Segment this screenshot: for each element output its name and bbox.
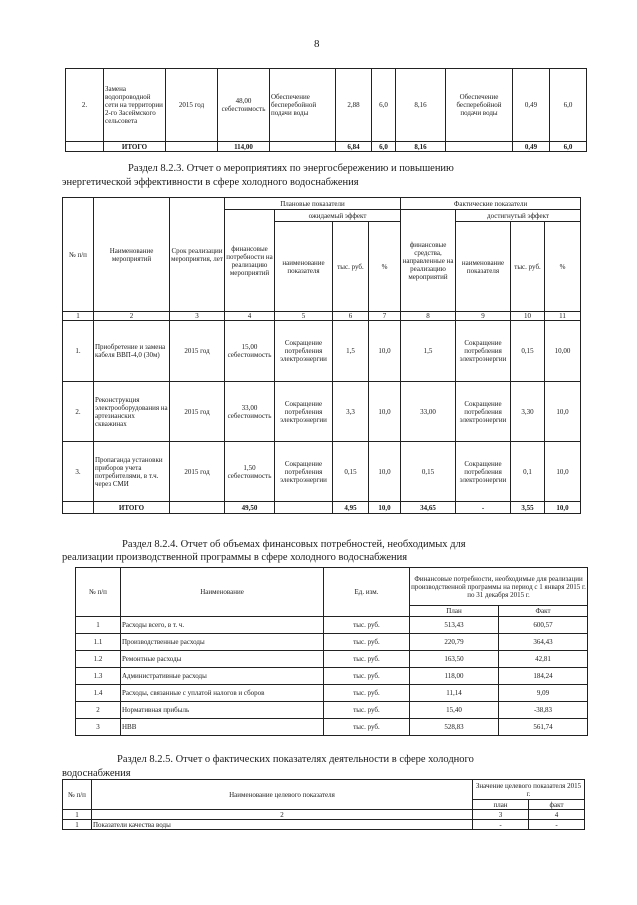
table-row: 2 Нормативная прибыль тыс. руб. 15,40 -38,83 [76,702,588,719]
financial-needs-table: № п/п Наименование Ед. изм. Финансовые потребности, необходимые для реализации производственной программы на период с 1 января 2015 г. по 31 декабря 2015 г. План Факт 1 Расходы всего, в т. ч. тыс. руб. 513,43 600,57 1.1 Производственные расходы тыс. руб. 220,79 364,43 1.2 Ремонтные расходы тыс. руб. 163,50 42,81 1.3 Административные расходы тыс. руб. 118,00 184,24 1.4 Расходы, связанные с уплатой налогов и сборов тыс. руб. 11,14 9,09 2 Нормативная прибыль тыс. руб. 15,40 -38,83 3 НВВ тыс. руб. 528,83 561,74 [75,567,588,736]
table-row: 1.4 Расходы, связанные с уплатой налогов и сборов тыс. руб. 11,14 9,09 [76,685,588,702]
total-row: ИТОГО 49,50 4,95 10,0 34,65 - 3,55 10,0 [63,502,581,514]
table-row: 3. Пропаганда установки приборов учета потребителями, в т.ч. через СМИ 2015 год 1,50 себестоимость Сокращение потребления электроэнергии 0,15 10,0 0,15 Сокращение потребления электроэнергии 0,1 10,0 [63,442,581,502]
section-8-2-4-title-line1: Раздел 8.2.4. Отчет об объемах финансовых потребностей, необходимых для [122,539,466,550]
page-number: 8 [314,38,320,50]
table-row: 1.2 Ремонтные расходы тыс. руб. 163,50 42,81 [76,651,588,668]
section-8-2-3-title-line1: Раздел 8.2.3. Отчет о мероприятиях по энергосбережению и повышению [128,163,454,174]
table-row: 2. Реконструкция электрооборудования на артезианских скважинах 2015 год 33,00 себестоимость Сокращение потребления электроэнергии 3,3 10,0 33,00 Сокращение потребления электроэнергии 3,30 10,0 [63,382,581,442]
section-8-2-5-title-line2: водоснабжения [62,768,131,779]
table-row: 1 Показатели качества воды - - [63,820,585,830]
table-row: 1.3 Административные расходы тыс. руб. 118,00 184,24 [76,668,588,685]
column-numbers-row: 1 2 3 4 [63,810,585,820]
section-8-2-5-title-line1: Раздел 8.2.5. Отчет о фактических показателях деятельности в сфере холодного [117,754,474,765]
column-numbers-row: 1 2 3 4 5 6 7 8 9 10 11 [63,312,581,321]
energy-saving-table: № п/п Наименование мероприятий Срок реализации мероприятия, лет Плановые показатели Фактические показатели финансовые потребности на реализацию мероприятий ожидаемый эффект финансовые средства, направленные на реализацию мероприятий достигнутый эффект наименование показателя тыс. руб. % наименование показателя тыс. руб. % 1 2 3 4 5 6 7 8 9 10 11 1. Приобретение и замена кабеля ВВП-4,0 (30м) 2015 год 15,00 себестоимость Сокращение потребления электроэнергии 1,5 10,0 1,5 Сокращение потребления электроэнергии 0,15 10,00 2. Реконструкция электрооборудования на артезианских скважинах 2015 год 33,00 себестоимость Сокращение потребления электроэнергии 3,3 10,0 33,00 Сокращение потребления электроэнергии 3,30 10,0 3. Пропаганда установки приборов учета потребителями, в т.ч. через СМИ 2015 год 1,50 себестоимость Сокращение потребления электроэнергии 0,15 10,0 0,15 Сокращение потребления электроэнергии 0,1 10,0 ИТОГО 49,50 4,95 10,0 34,65 - 3,55 10,0 [62,197,581,514]
top-table [65,68,587,152]
table-row: 2. Замена водопроводной сети на территории 2-го Засеймского сельсовета 2015 год 48,00 себестоимость Обеспечение бесперебойной подачи воды 2,88 6,0 8,16 Обеспечение бесперебойной подачи воды 0,49 6,0 [66,69,587,142]
section-8-2-4-title-line2: реализации производственной программы в сфере холодного водоснабжения [62,552,408,563]
table-row: 1.1 Производственные расходы тыс. руб. 220,79 364,43 [76,634,588,651]
table-row: 1. Приобретение и замена кабеля ВВП-4,0 (30м) 2015 год 15,00 себестоимость Сокращение потребления электроэнергии 1,5 10,0 1,5 Сокращение потребления электроэнергии 0,15 10,00 [63,321,581,382]
table-row: 3 НВВ тыс. руб. 528,83 561,74 [76,719,588,736]
target-indicators-table: № п/п Наименование целевого показателя Значение целевого показателя 2015 г. план факт 1 2 3 4 1 Показатели качества воды - - [62,779,585,830]
total-row: ИТОГО 114,00 6,84 6,0 8,16 0,49 6,0 [66,142,587,152]
table-row: 1 Расходы всего, в т. ч. тыс. руб. 513,43 600,57 [76,617,588,634]
section-8-2-3-title-line2: энергетической эффективности в сфере холодного водоснабжения [62,177,359,188]
